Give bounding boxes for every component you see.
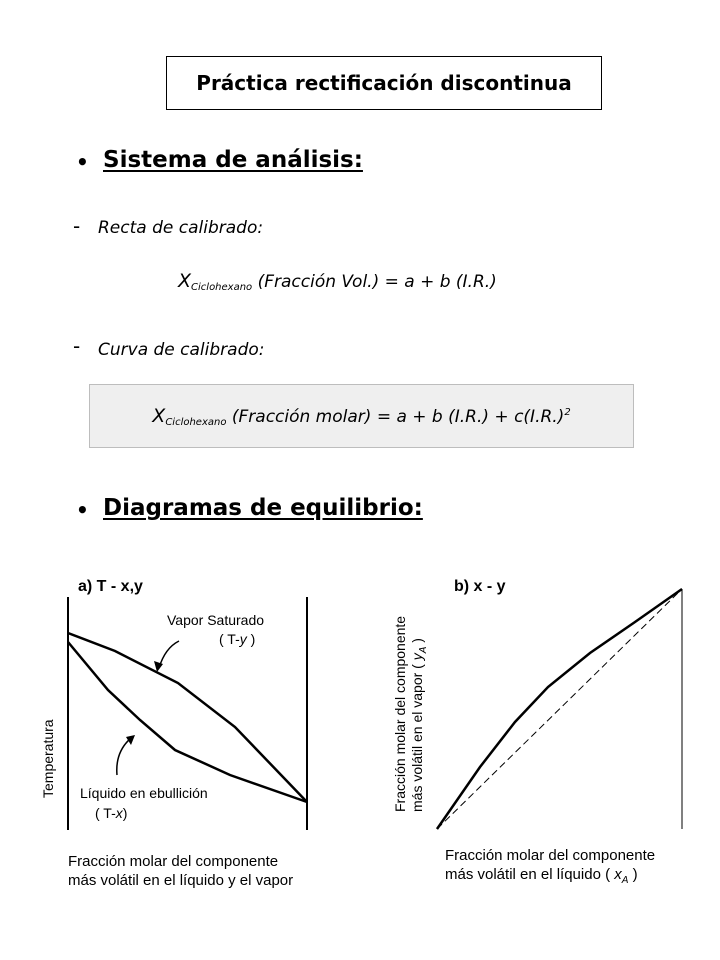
vapor-sub-close: ) <box>246 631 256 647</box>
formula-recta-rest: (Fracción Vol.) = a + b (I.R.) <box>252 272 497 292</box>
diagram-a-caption <box>68 852 293 890</box>
diagram-b-caption-line2 <box>445 865 655 890</box>
diagram-b-y-axis-sub: A <box>417 646 429 654</box>
diagram-a-liquid-curve <box>68 642 307 802</box>
vapor-sub-var: y <box>239 631 247 647</box>
diagram-b-heading: b) x - y <box>454 578 506 595</box>
diagram-a-liquid-label: Líquido en ebullición <box>80 785 208 801</box>
diagram-b-diagonal <box>437 589 682 829</box>
liquid-sub-var: x <box>115 805 123 821</box>
diagram-a-heading: a) T - x,y <box>78 578 143 595</box>
diagram-b-y-axis-var: y <box>409 653 425 661</box>
formula-curva-rest: (Fracción molar) = a + b (I.R.) + c(I.R.) <box>226 406 565 427</box>
diagram-a-y-axis-label: Temperatura <box>40 719 56 798</box>
dash-curva: - <box>73 334 81 358</box>
label-curva-calibrado: Curva de calibrado: <box>98 340 265 360</box>
formula-curva-subscript: Ciclohexano <box>165 416 227 428</box>
diagram-a-caption-line1: Fracción molar del componente <box>68 853 279 870</box>
diagram-b-y-axis-line2 <box>409 616 432 812</box>
liquid-sub-close: ) <box>122 805 128 821</box>
diagram-a-liquid-sublabel <box>95 805 127 821</box>
bullet-sistema: • <box>76 150 89 174</box>
vapor-sub-open: ( T- <box>219 631 240 647</box>
dash-recta: - <box>73 214 81 238</box>
diagram-b-caption-var: x <box>614 866 622 883</box>
diagram-b-caption-close: ) <box>628 866 638 883</box>
bullet-diagramas: • <box>76 498 89 522</box>
diagram-a-liquid-arrowhead <box>126 735 135 745</box>
formula-curva-x: X <box>152 404 166 427</box>
section-heading-sistema: Sistema de análisis: <box>103 147 363 173</box>
diagram-a-vapor-sublabel <box>219 631 255 647</box>
diagram-b-caption-line2-text: más volátil en el líquido ( <box>445 866 615 883</box>
diagram-a-caption-line2: más volátil en el líquido y el vapor <box>68 872 294 889</box>
diagram-a-liquid-pointer <box>117 738 131 775</box>
diagram-a-vapor-label: Vapor Saturado <box>167 612 265 628</box>
diagram-b-y-axis-close: ) <box>409 638 425 647</box>
label-recta-calibrado: Recta de calibrado: <box>98 218 264 238</box>
formula-curva-superscript: 2 <box>564 406 571 418</box>
diagram-b-y-axis-line1: Fracción molar del componente <box>392 615 408 812</box>
diagram-b-caption-line1: Fracción molar del componente <box>445 847 656 864</box>
formula-recta-x: X <box>178 270 192 292</box>
diagram-b-y-axis-label <box>392 616 432 812</box>
liquid-sub-open: ( T- <box>95 805 116 821</box>
diagram-b-caption-sub: A <box>621 875 629 886</box>
page-title-text: Práctica rectificación discontinua <box>196 71 572 95</box>
section-heading-diagramas: Diagramas de equilibrio: <box>103 495 423 521</box>
formula-recta-subscript: Ciclohexano <box>191 282 253 293</box>
diagram-b-caption <box>445 846 655 890</box>
diagram-b-y-axis-line2-text: más volátil en el vapor ( <box>409 660 425 812</box>
diagram-a-vapor-curve <box>68 633 307 802</box>
